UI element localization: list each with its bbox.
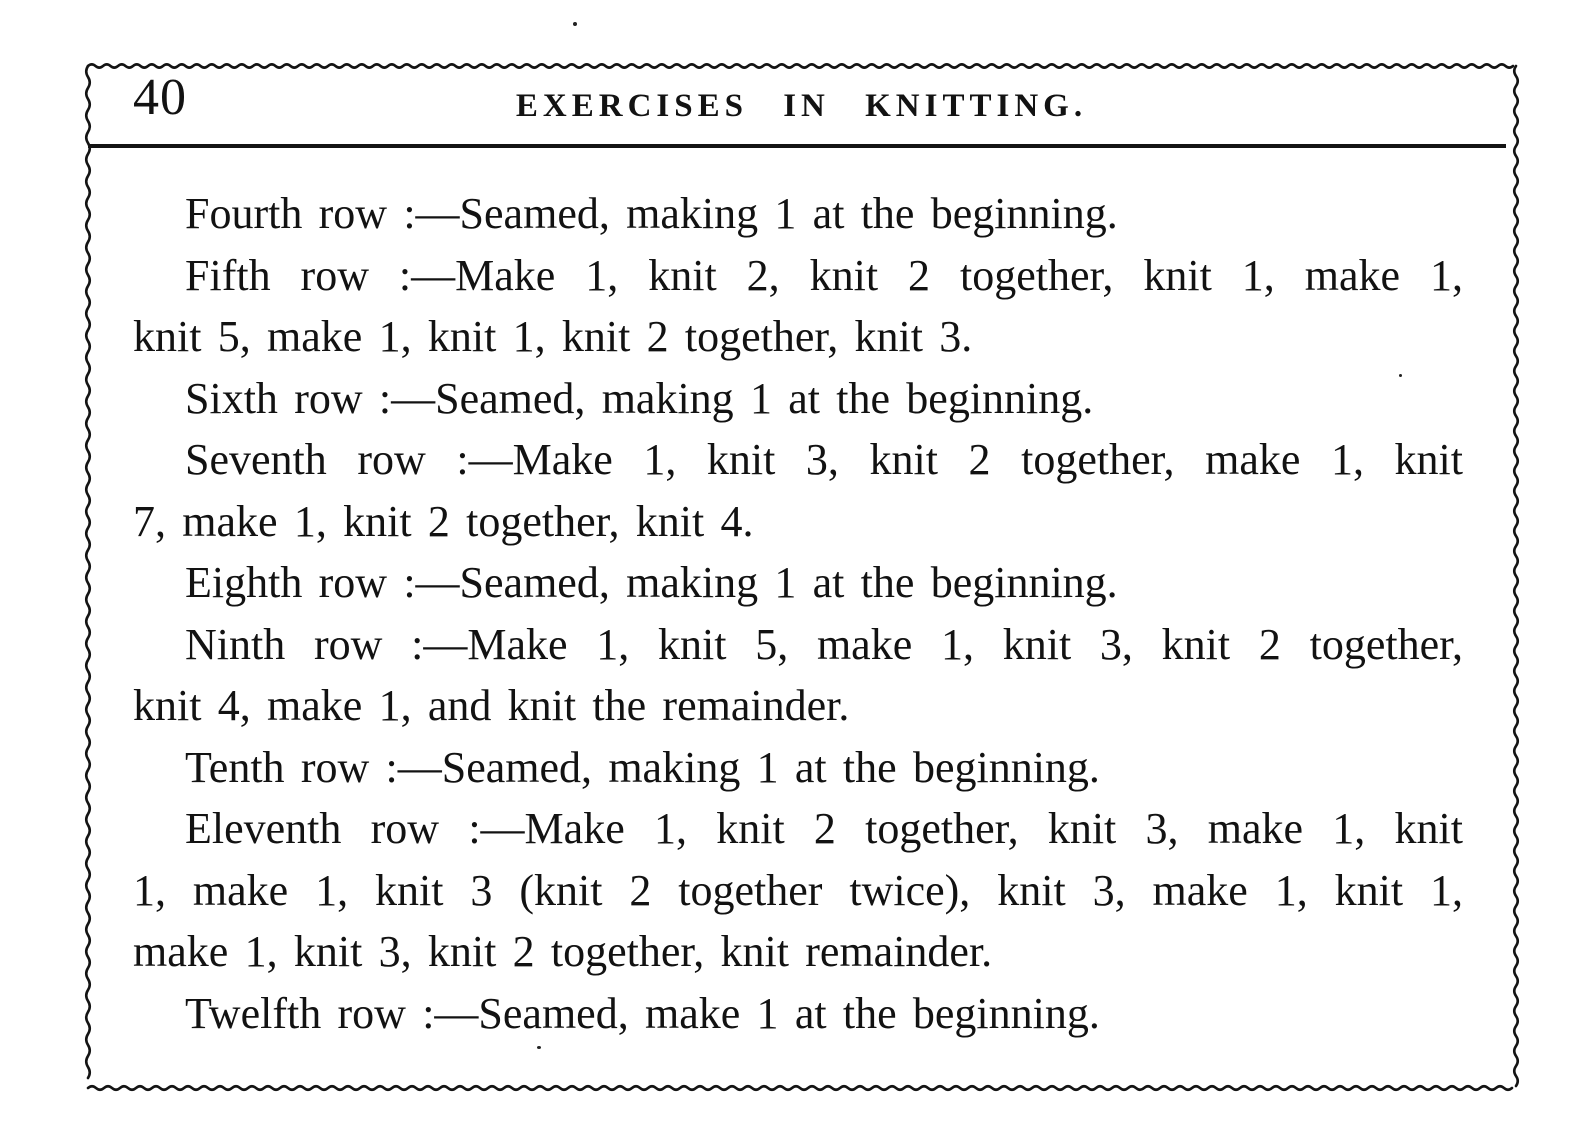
text-line: Eleventh row :—Make 1, knit 2 together, knit 3, make 1, knit <box>185 804 1463 853</box>
running-header: EXERCISES IN KNITTING. <box>515 88 1088 124</box>
page-number: 40 <box>133 69 187 126</box>
body-text <box>133 183 1463 1044</box>
text-line: knit 5, make 1, knit 1, knit 2 together, knit 3. <box>133 312 973 361</box>
text-line: Eighth row :—Seamed, making 1 at the beginning. <box>185 558 1118 607</box>
ink-speck <box>537 1046 541 1049</box>
text-line: 7, make 1, knit 2 together, knit 4. <box>133 496 754 546</box>
text-line: Twelfth row :—Seamed, make 1 at the beginning. <box>185 988 1100 1038</box>
text-line: Seventh row :—Make 1, knit 3, knit 2 together, make 1, knit <box>185 435 1463 484</box>
ink-speck <box>573 22 577 26</box>
text-line: make 1, knit 3, knit 2 together, knit remainder. <box>133 927 993 976</box>
text-line: knit 4, make 1, and knit the remainder. <box>133 681 850 730</box>
text-line: Tenth row :—Seamed, making 1 at the beginning. <box>185 742 1100 792</box>
text-line: Ninth row :—Make 1, knit 5, make 1, knit 3, knit 2 together, <box>185 619 1463 669</box>
header-rule <box>88 144 1506 148</box>
text-line: Fourth row :—Seamed, making 1 at the beginning. <box>185 189 1118 238</box>
text-line: Sixth row :—Seamed, making 1 at the beginning. <box>185 373 1094 423</box>
text-line: Fifth row :—Make 1, knit 2, knit 2 together, knit 1, make 1, <box>185 250 1463 300</box>
text-line: 1, make 1, knit 3 (knit 2 together twice), knit 3, make 1, knit 1, <box>133 865 1463 915</box>
